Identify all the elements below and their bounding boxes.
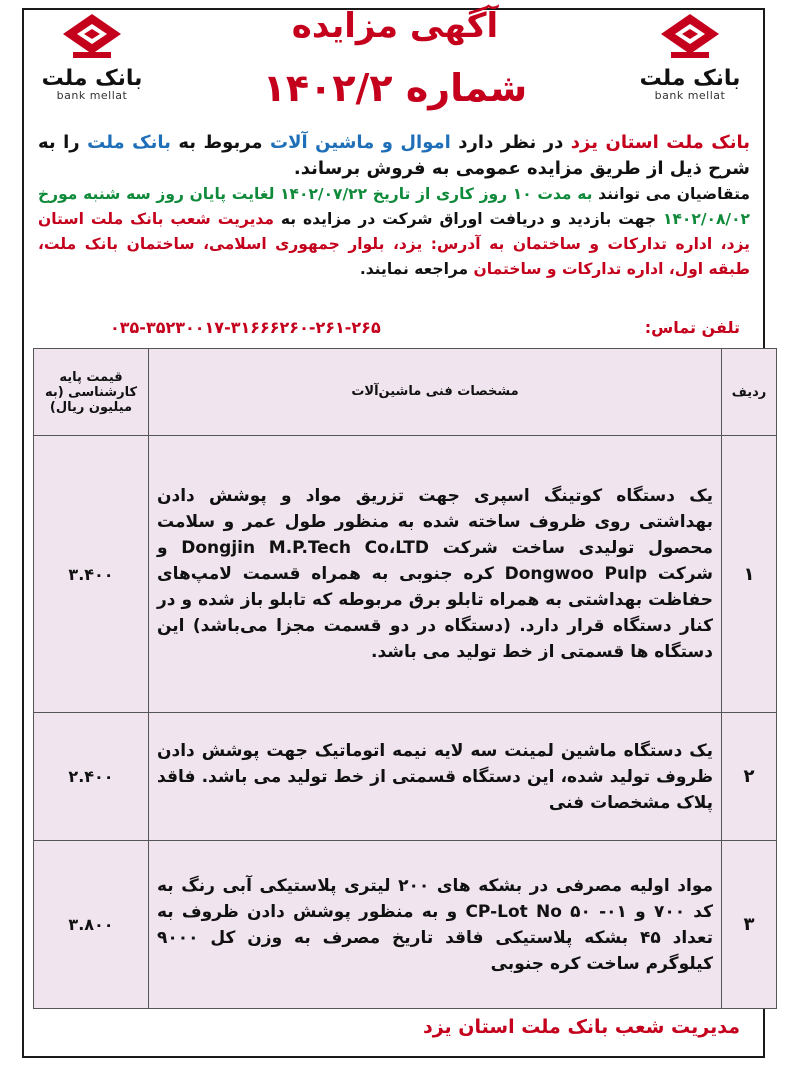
intro-text: را به شرح ذیل از طریق مزایده عمومی به فروش برساند.: [38, 132, 750, 179]
contact-line: [40, 318, 740, 337]
items-table: [33, 348, 777, 1009]
row-spec: یک دستگاه کوتینگ اسپری جهت تزریق مواد و پوشش دادن بهداشتی روی ظروف ساخته شده به منظور طول عمر و سلامت محصول تولیدی ساخت شرکت Dongjin M.P.Tech Co،LTD و شرکت Dongwoo Pulp کره جنوبی به همراه قسمت لامپ‌های حفاظت بهداشتی به همراه تابلو برق مربوطه که تابلو باز شده و در کنار دستگاه قرار دارد. (دستگاه در دو قسمت مجزا می‌باشد) این دستگاه ها قسمتی از خط تولید می باشد.: [149, 436, 722, 713]
intro-assets: اموال و ماشین آلات: [270, 132, 451, 153]
bank-logo-right: [620, 12, 760, 102]
footer-signature: مدیریت شعب بانک ملت استان یزد: [422, 1016, 740, 1038]
intro-text: متقاضیان می توانند: [592, 185, 751, 203]
row-price: ۳.۸۰۰: [34, 841, 149, 1009]
table-row: [34, 713, 777, 841]
row-spec: یک دستگاه ماشین لمینت سه لایه نیمه اتوماتیک جهت پوشش دادن ظروف تولید شده، این دستگاه قسمتی از خط تولید می باشد. فاقد پلاک مشخصات فنی: [149, 713, 722, 841]
contact-numbers: ۰۳۵-۳۵۲۳۰۰۱۷-۳۱۶۶۶۲۶۰-۲۶۱-۲۶۵: [110, 318, 381, 337]
notice-number: شماره ۱۴۰۲/۲: [262, 66, 528, 110]
intro-bank-province: بانک ملت استان یزد: [570, 132, 750, 153]
bank-mellat-emblem-icon: [59, 12, 125, 64]
header-spec: مشخصات فنی ماشین‌آلات: [149, 349, 722, 436]
row-number: ۱: [722, 436, 777, 713]
table-header-row: [34, 349, 777, 436]
row-number: ۲: [722, 713, 777, 841]
logo-name-fa: بانک ملت: [41, 66, 143, 91]
notice-title: آگهی مزایده: [291, 6, 499, 46]
table-row: [34, 841, 777, 1009]
intro-address: مدیریت شعب بانک ملت استان یزد، اداره تدارکات و ساختمان به آدرس: یزد، بلوار جمهوری اسلامی، ساختمان بانک ملت، طبقه اول، اداره تدارکات و ساختمان: [38, 210, 750, 278]
intro-dates: به مدت ۱۰ روز کاری از تاریخ ۱۴۰۲/۰۷/۲۲ لغایت پایان روز سه شنبه مورخ ۱۴۰۲/۰۸/۰۲: [38, 185, 750, 228]
intro-text: مربوط به: [170, 132, 271, 153]
intro-text: جهت بازدید و دریافت اوراق شرکت در مزایده به: [273, 210, 663, 228]
row-spec: مواد اولیه مصرفی در بشکه های ۲۰۰ لیتری پلاستیکی آبی رنگ به کد ۷۰۰ و ۰۱- CP-Lot No ۵۰ و به منظور پوشش دادن ظروف به تعداد ۴۵ بشکه پلاستیکی فاقد تاریخ مصرف به وزن کل ۹۰۰۰ کیلوگرم ساخت کره جنوبی: [149, 841, 722, 1009]
contact-label: تلفن تماس:: [644, 318, 740, 337]
logo-name-en: bank mellat: [56, 89, 128, 102]
intro-text: مراجعه نمایند.: [359, 260, 474, 278]
intro-bank: بانک ملت: [87, 132, 171, 153]
row-price: ۳.۴۰۰: [34, 436, 149, 713]
intro-text: در نظر دارد: [450, 132, 571, 153]
row-number: ۳: [722, 841, 777, 1009]
logo-name-fa: بانک ملت: [639, 66, 741, 91]
row-price: ۲.۴۰۰: [34, 713, 149, 841]
header-price: قیمت پایه کارشناسی (به میلیون ریال): [34, 349, 149, 436]
bank-mellat-emblem-icon: [657, 12, 723, 64]
table-row: [34, 436, 777, 713]
bank-logo-left: [22, 12, 162, 102]
logo-name-en: bank mellat: [654, 89, 726, 102]
header-row-number: ردیف: [722, 349, 777, 436]
intro-paragraph: [38, 130, 750, 282]
